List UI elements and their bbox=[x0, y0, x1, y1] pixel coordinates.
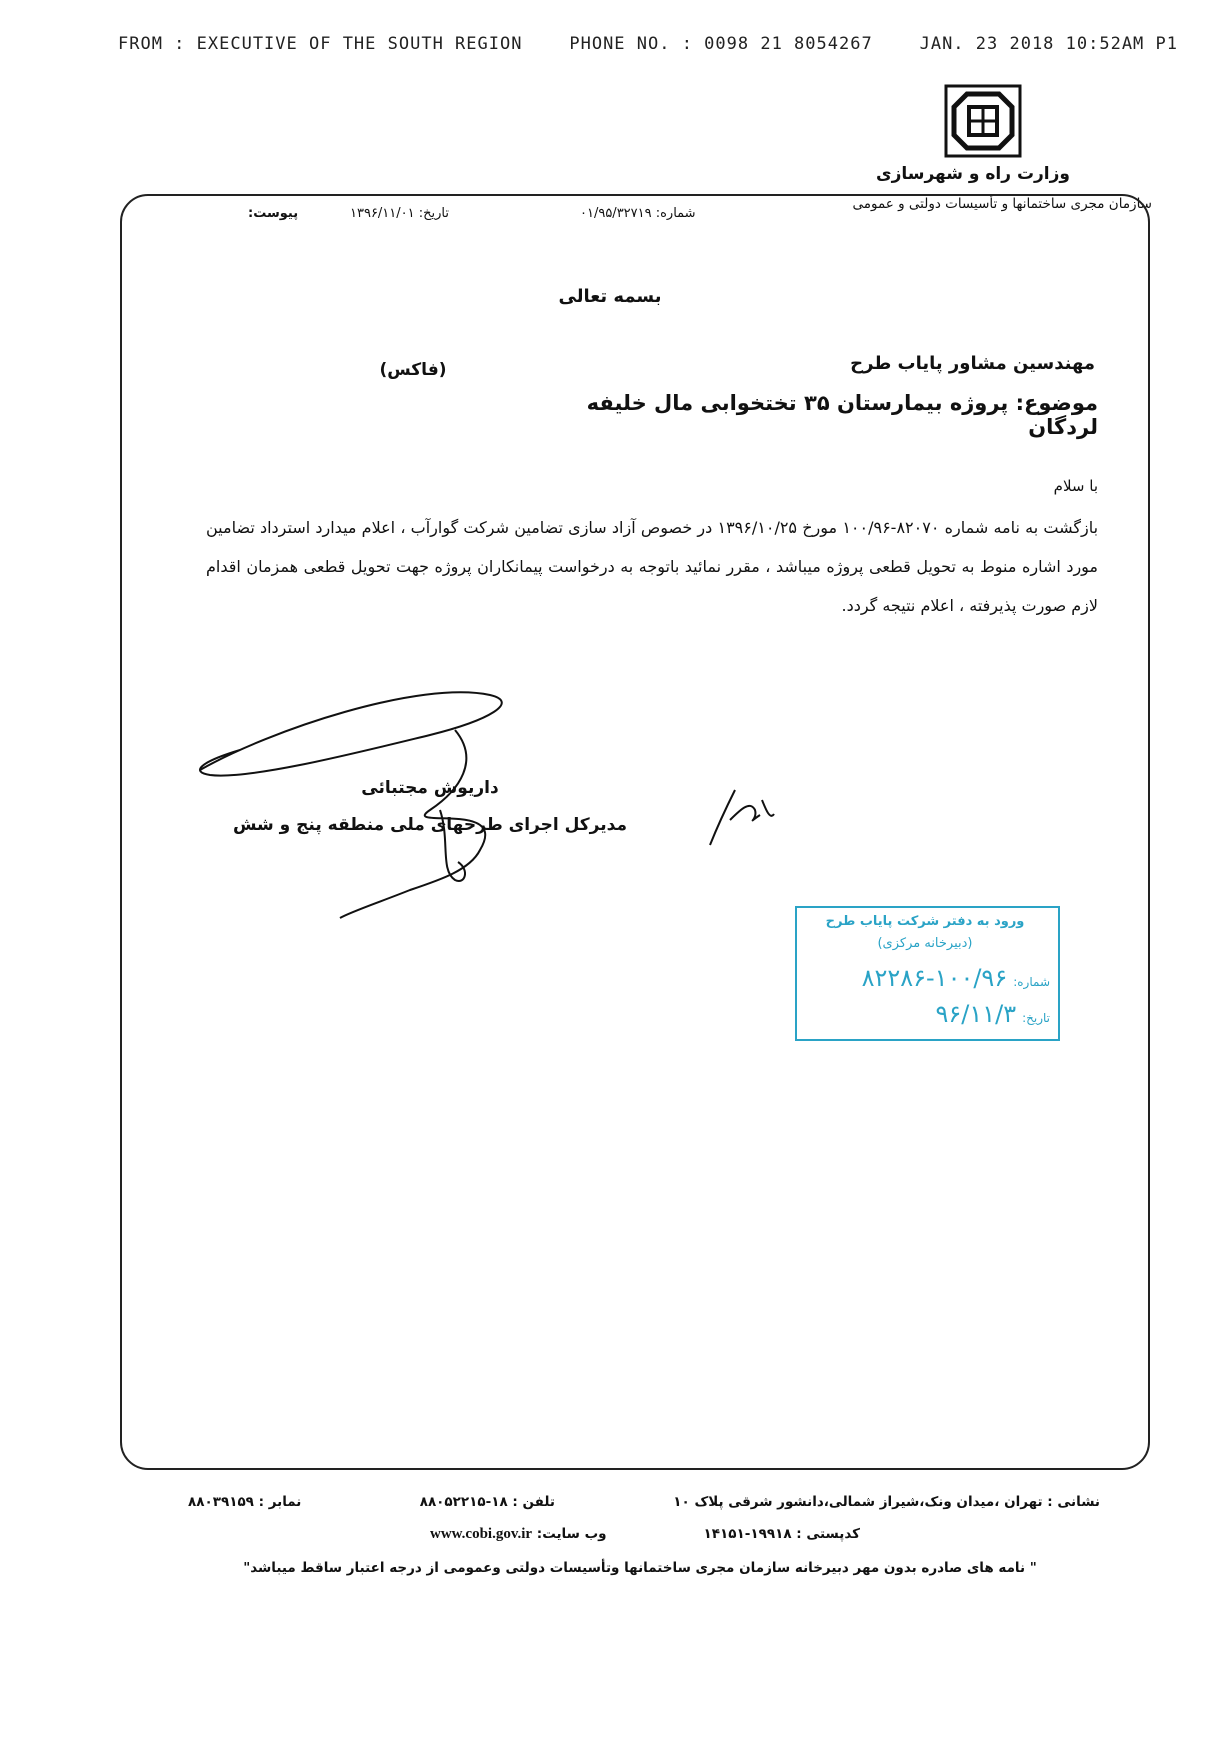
footer-postal-code: کدپستی : ۱۹۹۱۸-۱۴۱۵۱ bbox=[703, 1526, 860, 1542]
stamp-title: ورود به دفتر شرکت پایاب طرح bbox=[825, 914, 1025, 929]
subject-line: موضوع: پروژه بیمارستان ۳۵ تختخوابی مال خلیفه لردگان bbox=[586, 391, 1098, 439]
recipient: مهندسین مشاور پایاب طرح bbox=[850, 353, 1095, 374]
letter-body: بازگشت به نامه شماره ۸۲۰۷۰-۱۰۰/۹۶ مورخ ۱۳۹۶/۱۰/۲۵ در خصوص آزاد سازی تضامین شرکت گوارآب ، اعلام میدارد استرداد تضامین مورد اشاره منوط به تحویل قطعی پروژه میباشد ، مقرر نمائید باتوجه به درخواست پیمانکاران پروژه جهت تحویل قطعی همزمان اقدام لازم صورت پذیرفته ، اعلام نتیجه گردد. bbox=[206, 518, 1099, 615]
stamp-number-label: شماره: bbox=[1013, 975, 1050, 989]
ministry-name: وزارت راه و شهرسازی bbox=[875, 164, 1070, 184]
footer-fax: نمابر : ۸۸۰۳۹۱۵۹ bbox=[188, 1494, 302, 1510]
stamp-number-row bbox=[862, 964, 1050, 992]
attachment-label: پیوست: bbox=[248, 206, 299, 221]
footer-validity-note: " نامه های صادره بدون مهر دبیرخانه سازمان مجری ساختمانها وتأسیسات دولتی وعمومی از درجه اعتبار ساقط میباشد" bbox=[243, 1560, 1037, 1576]
letter-number: شماره: ۰۱/۹۵/۳۲۷۱۹ bbox=[580, 206, 696, 221]
stamp-date-row bbox=[935, 1000, 1050, 1028]
stamp-date-value: ۹۶/۱۱/۳ bbox=[935, 1000, 1017, 1028]
ministry-logo-icon bbox=[944, 84, 1022, 158]
footer-phone: تلفن : ۱۸-۸۸۰۵۲۲۱۵ bbox=[419, 1494, 555, 1510]
fax-phone: PHONE NO. : 0098 21 8054267 bbox=[569, 34, 873, 54]
signer-title: مدیرکل اجرای طرحهای ملی منطقه پنج و شش bbox=[232, 815, 627, 835]
footer-website-group bbox=[430, 1526, 607, 1543]
letter-date: تاریخ: ۱۳۹۶/۱۱/۰۱ bbox=[350, 206, 450, 221]
footer-postal-line bbox=[430, 1526, 860, 1543]
fax-label: (فاکس) bbox=[379, 360, 447, 380]
handwritten-initials bbox=[700, 780, 780, 850]
receipt-stamp bbox=[795, 906, 1060, 1041]
organization-name: سازمان مجری ساختمانها و تأسیسات دولتی و عمومی bbox=[852, 196, 1152, 212]
fax-transmission-header bbox=[118, 34, 1178, 54]
stamp-date-label: تاریخ: bbox=[1022, 1011, 1050, 1025]
signer-name: داریوش مجتبائی bbox=[361, 778, 499, 798]
salutation: با سلام bbox=[1053, 477, 1098, 495]
fax-date-time: JAN. 23 2018 10:52AM P1 bbox=[919, 34, 1178, 54]
stamp-subtitle: (دبیرخانه مرکزی) bbox=[877, 936, 973, 951]
fax-from: FROM : EXECUTIVE OF THE SOUTH REGION bbox=[118, 34, 523, 54]
footer-address: نشانی : تهران ،میدان ونک،شیراز شمالی،دانشور شرقی پلاک ۱۰ bbox=[673, 1494, 1100, 1510]
basmala: بسمه تعالی bbox=[558, 286, 662, 307]
footer-contact-line bbox=[188, 1494, 1100, 1510]
footer-website-link[interactable]: www.cobi.gov.ir bbox=[430, 1526, 533, 1542]
stamp-number-value: ۸۲۲۸۶-۱۰۰/۹۶ bbox=[861, 964, 1008, 992]
footer-website-label: وب سایت: bbox=[536, 1526, 607, 1542]
